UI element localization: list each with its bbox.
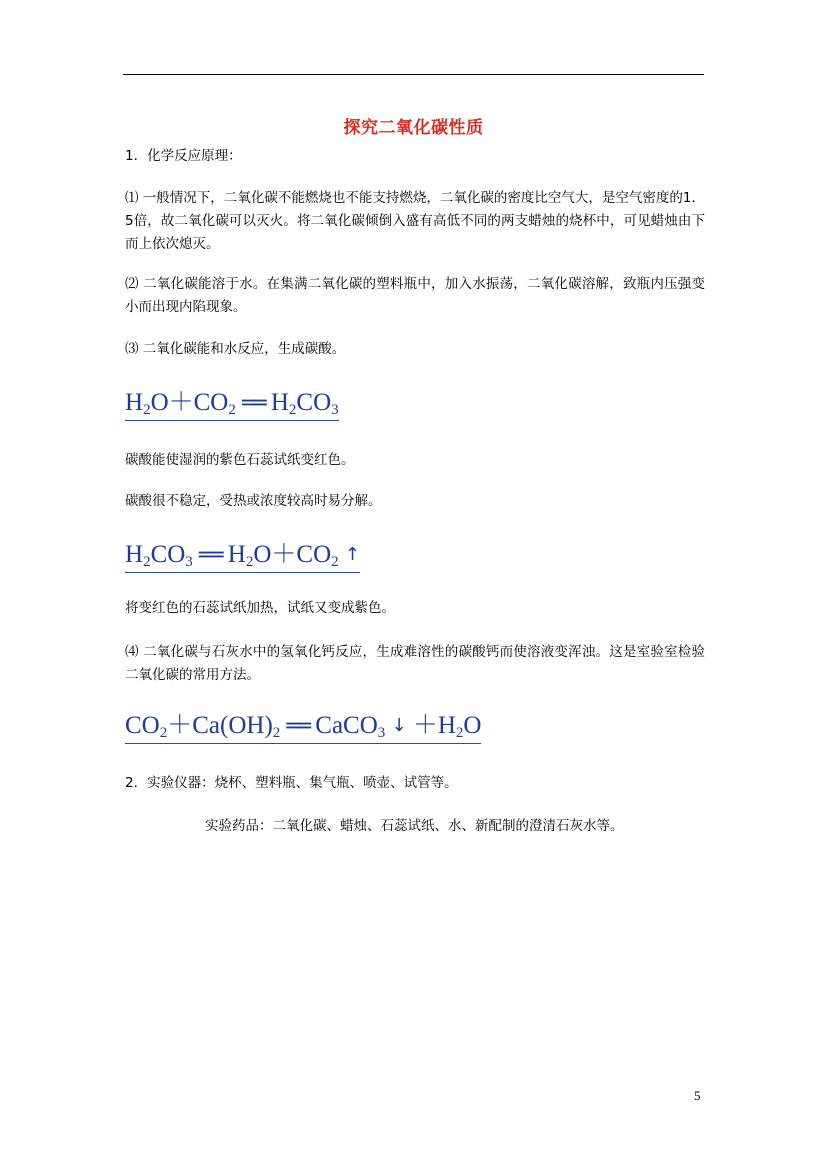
formula-part: H xyxy=(125,541,144,568)
section2-instruments: 2．实验仪器：烧杯、塑料瓶、集气瓶、喷壶、试管等。 xyxy=(125,775,458,791)
formula-carbonic-acid-decomposition xyxy=(125,540,360,573)
note-unstable: 碳酸很不稳定，受热或浓度较高时易分解。 xyxy=(125,493,382,509)
item4-paragraph: ⑷ 二氧化碳与石灰水中的氢氧化钙反应，生成难溶性的碳酸钙而使溶液变浑浊。这是室验室检验二氧化碳的常用方法。 xyxy=(125,644,705,683)
formula-part: O＋CO xyxy=(253,541,332,568)
formula-subscript: 2 xyxy=(245,554,254,570)
formula-subscript: 2 xyxy=(143,402,151,418)
formula-subscript: 2 xyxy=(331,554,339,570)
formula-part: CO xyxy=(296,389,332,416)
formula-part: H xyxy=(227,541,246,568)
item1-paragraph: ⑴ 一般情况下，二氧化碳不能燃烧也不能支持燃烧，二氧化碳的密度比空气大，是空气密度的1．5倍，故二氧化碳可以灭火。将二氧化碳倾倒入盛有高低不同的两支蜡烛的烧杯中，可见蜡烛由下而上依次熄灭。 xyxy=(125,190,705,252)
formula-subscript: 2 xyxy=(159,725,168,741)
section1-heading: 1．化学反应原理： xyxy=(125,148,242,164)
formula-part: CO xyxy=(150,541,186,568)
page-title: 探究二氧化碳性质 xyxy=(343,118,484,138)
formula-part: O＋CO xyxy=(150,389,229,416)
formula-subscript: 2 xyxy=(143,554,151,570)
note-litmus-purple: 将变红色的石蕊试纸加热，试纸又变成紫色。 xyxy=(125,600,395,616)
formula-part: ＋Ca(OH) xyxy=(167,712,273,739)
formula-part: ＋H xyxy=(412,712,456,739)
formula-subscript: 2 xyxy=(228,402,236,418)
note-litmus-red: 碳酸能使湿润的紫色石蕊试纸变红色。 xyxy=(125,452,355,468)
item3-paragraph: ⑶ 二氧化碳能和水反应，生成碳酸。 xyxy=(125,341,346,357)
header-rule xyxy=(123,74,704,75)
equals-sign: ══ xyxy=(286,714,310,739)
formula-subscript: 2 xyxy=(272,725,281,741)
page-number: 5 xyxy=(694,1088,701,1103)
item2-paragraph: ⑵ 二氧化碳能溶于水。在集满二氧化碳的塑料瓶中，加入水振荡，二氧化碳溶解，致瓶内压强变小而出现内陷现象。 xyxy=(125,276,705,315)
formula-carbonic-acid-formation xyxy=(125,388,339,421)
formula-subscript: 2 xyxy=(288,402,297,418)
formula-part: H xyxy=(125,389,144,416)
formula-limewater-reaction xyxy=(125,711,481,744)
formula-part: CaCO xyxy=(315,712,378,739)
formula-subscript: 2 xyxy=(455,725,464,741)
formula-subscript: 3 xyxy=(331,402,339,418)
section2-reagents: 实验药品：二氧化碳、蜡烛、石蕊试纸、水、新配制的澄清石灰水等。 xyxy=(205,818,624,834)
formula-subscript: 3 xyxy=(185,554,193,570)
precipitate-arrow-icon: ↓ xyxy=(391,715,407,736)
formula-subscript: 3 xyxy=(377,725,386,741)
formula-part: O xyxy=(463,712,482,739)
formula-part: H xyxy=(270,389,289,416)
equals-sign: ══ xyxy=(242,391,265,416)
equals-sign: ══ xyxy=(199,543,222,568)
formula-part: CO xyxy=(125,712,160,739)
gas-arrow-icon: ↑ xyxy=(344,544,360,565)
